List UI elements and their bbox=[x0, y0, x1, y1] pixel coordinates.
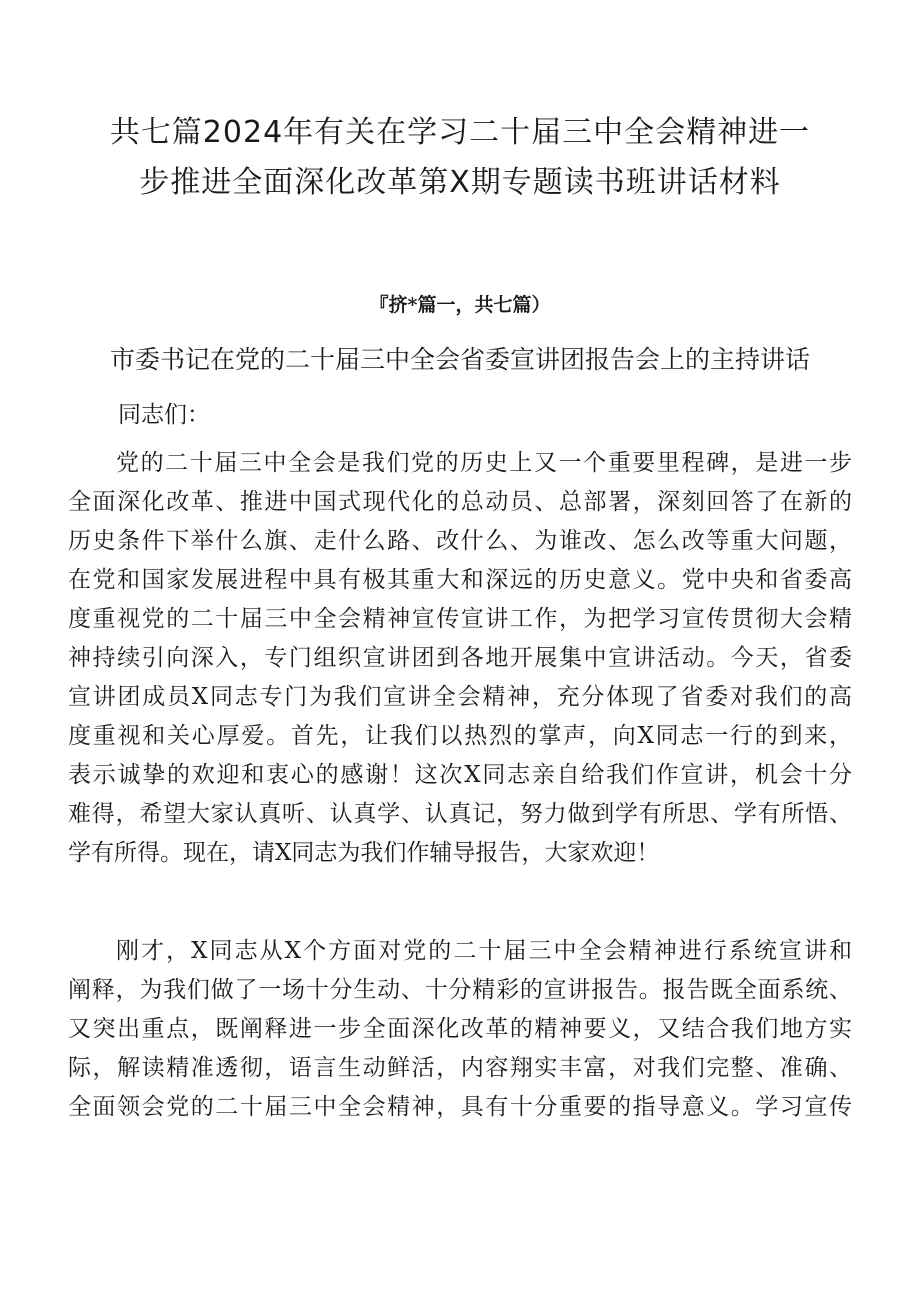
document-title-line-2: 步推进全面深化改革第X期专题读书班讲话材料 bbox=[139, 165, 781, 200]
greeting bbox=[68, 396, 852, 435]
paragraph-line: 宣讲团成员X同志专门为我们宣讲全会精神，充分体现了省委对我们的高 bbox=[68, 684, 852, 710]
paragraph-line: 历史条件下举什么旗、走什么路、改什么、为谁改、怎么改等重大问题， bbox=[68, 528, 852, 554]
paragraph-line: 际，解读精准透彻，语言生动鲜活，内容翔实丰富，对我们完整、准确、 bbox=[68, 1055, 852, 1081]
paragraph-line: 又突出重点，既阐释进一步全面深化改革的精神要义，又结合我们地方实 bbox=[68, 1016, 852, 1042]
paragraph-line: 在党和国家发展进程中具有极其重大和深远的历史意义。党中央和省委高 bbox=[68, 567, 852, 593]
paragraph-2 bbox=[68, 932, 852, 1127]
paragraph-line: 全面深化改革、推进中国式现代化的总动员、总部署，深刻回答了在新的 bbox=[68, 489, 852, 515]
document-title-line-1: 共七篇2024年有关在学习二十届三中全会精神进一 bbox=[109, 115, 811, 150]
paragraph-line: 度重视和关心厚爱。首先，让我们以热烈的掌声，向X同志一行的到来， bbox=[68, 723, 852, 749]
document-title bbox=[60, 108, 860, 208]
greeting-text: 同志们： bbox=[118, 402, 210, 428]
paragraph-line: 全面领会党的二十届三中全会精神，具有十分重要的指导意义。学习宣传 bbox=[68, 1094, 852, 1120]
paragraph-line: 难得，希望大家认真听、认真学、认真记，努力做到学有所思、学有所悟、 bbox=[68, 801, 852, 827]
paragraph-line: 表示诚挚的欢迎和衷心的感谢！这次X同志亲自给我们作宣讲，机会十分 bbox=[68, 762, 852, 788]
speech-title: 市委书记在党的二十届三中全会省委宣讲团报告会上的主持讲话 bbox=[109, 345, 810, 374]
paragraph-line: 刚才，X同志从X个方面对党的二十届三中全会精神进行系统宣讲和 bbox=[116, 938, 852, 964]
paragraph-line: 学有所得。现在，请X同志为我们作辅导报告，大家欢迎！ bbox=[68, 840, 660, 866]
paragraph-line: 度重视党的二十届三中全会精神宣传宣讲工作，为把学习宣传贯彻大会精 bbox=[68, 606, 852, 632]
section-subtitle: 『挤*篇一，共七篇） bbox=[369, 294, 551, 316]
paragraph-line: 党的二十届三中全会是我们党的历史上又一个重要里程碑，是进一步 bbox=[116, 450, 852, 476]
paragraph-line: 阐释，为我们做了一场十分生动、十分精彩的宣讲报告。报告既全面系统、 bbox=[68, 977, 852, 1003]
paragraph-1 bbox=[68, 444, 852, 873]
paragraph-line: 神持续引向深入，专门组织宣讲团到各地开展集中宣讲活动。今天，省委 bbox=[68, 645, 852, 671]
